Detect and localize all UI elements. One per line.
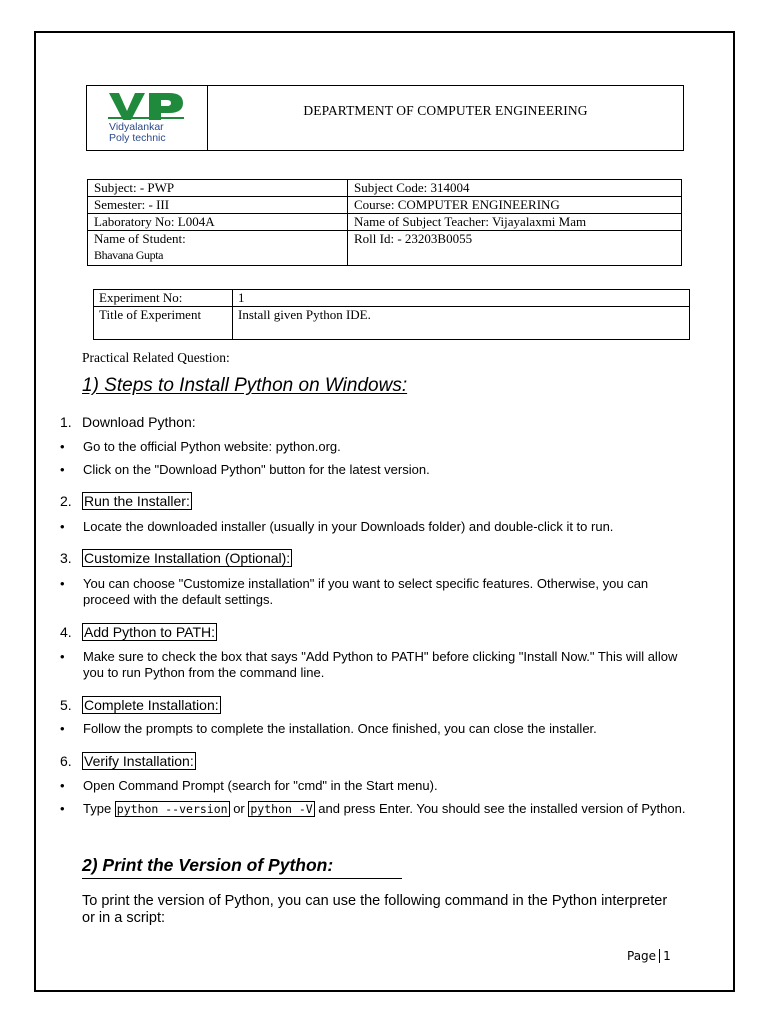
info-table [87,179,682,266]
bullet-text: Open Command Prompt (search for "cmd" in the Start menu). [83,778,438,793]
step-3 [60,550,292,566]
list-item [60,439,690,455]
list-item [60,778,690,794]
step-label: Customize Installation (Optional): [84,550,291,566]
teacher-cell: Name of Subject Teacher: Vijayalaxmi Mam [348,214,682,231]
list-item [60,801,690,817]
bullet-text: Follow the prompts to complete the installation. Once finished, you can close the installer. [83,721,597,736]
bullet-icon: • [60,721,65,736]
bullet-icon: • [60,801,65,816]
department-title: DEPARTMENT OF COMPUTER ENGINEERING [303,103,588,118]
bullet-text: Go to the official Python website: python.org. [83,439,341,454]
lab-cell: Laboratory No: L004A [88,214,348,231]
text-segment: Type [83,801,115,816]
step-label: Run the Installer: [84,493,190,509]
step-number: 4. [60,624,72,640]
step-4 [60,624,217,640]
student-label: Name of Student: [94,231,186,246]
logo-text [109,122,166,144]
experiment-no-label: Experiment No: [94,290,233,307]
step-number: 5. [60,697,72,713]
subject-code-cell: Subject Code: 314004 [348,180,682,197]
bullet-text [83,801,690,817]
table-row [88,231,682,266]
table-row [88,214,682,231]
course-cell: Course: COMPUTER ENGINEERING [348,197,682,214]
logo-cell [87,86,208,150]
code-snippet: python -V [250,802,313,816]
table-row [88,180,682,197]
step-1 [60,414,196,430]
student-name: Bhavana Gupta [94,248,164,262]
list-item [60,649,690,681]
bullet-text: Locate the downloaded installer (usually in your Downloads folder) and double-click it to run. [83,519,614,534]
roll-cell: Roll Id: - 23203B0055 [348,231,682,266]
table-row [94,307,690,340]
section2-paragraph: To print the version of Python, you can use the following command in the Python interpreter or in a script: [82,893,668,926]
step-number: 6. [60,753,72,769]
bullet-icon: • [60,462,65,477]
step-5 [60,697,221,713]
step-2 [60,493,192,509]
table-row [88,197,682,214]
bullet-icon: • [60,649,65,664]
list-item [60,721,690,737]
list-item [60,462,690,478]
logo-line-2: Poly technic [109,132,166,144]
experiment-title-label: Title of Experiment [94,307,233,340]
page-number-value: 1 [663,949,671,963]
text-segment: and press Enter. You should see the installed version of Python. [314,801,686,816]
text-segment: or [229,801,249,816]
bullet-icon: • [60,439,65,454]
vp-logo-icon [107,91,187,121]
experiment-title-value: Install given Python IDE. [233,307,690,340]
section2-heading: 2) Print the Version of Python: [82,855,402,879]
department-cell [208,86,683,150]
bullet-text: Make sure to check the box that says "Add Python to PATH" before clicking "Install Now." This will allow you to run Python from the command line. [83,649,678,680]
subject-cell: Subject: - PWP [88,180,348,197]
bullet-text: You can choose "Customize installation" if you want to select specific features. Otherwise, you can proceed with the default settings. [83,576,649,607]
experiment-no-value: 1 [233,290,690,307]
step-label: Download Python: [82,414,196,430]
step-label: Verify Installation: [84,753,194,769]
step-number: 3. [60,550,72,566]
section1-heading: 1) Steps to Install Python on Windows: [82,375,408,396]
table-row [94,290,690,307]
semester-cell: Semester: - III [88,197,348,214]
page-number [627,949,671,963]
step-label: Complete Installation: [84,697,219,713]
code-snippet: python --version [116,802,228,816]
step-number: 2. [60,493,72,509]
logo-line-1: Vidyalankar [109,121,164,133]
page-border [34,31,735,992]
bullet-icon: • [60,778,65,793]
list-item [60,576,690,608]
list-item [60,519,690,535]
step-6 [60,753,196,769]
experiment-table [93,289,690,340]
step-number: 1. [60,414,72,430]
student-cell [88,231,348,266]
step-label: Add Python to PATH: [84,624,215,640]
page-separator [659,949,660,963]
practical-question-label: Practical Related Question: [82,350,230,365]
page-label: Page [627,949,657,963]
bullet-text: Click on the "Download Python" button for the latest version. [83,462,430,477]
bullet-icon: • [60,519,65,534]
header-box [86,85,684,151]
bullet-icon: • [60,576,65,591]
